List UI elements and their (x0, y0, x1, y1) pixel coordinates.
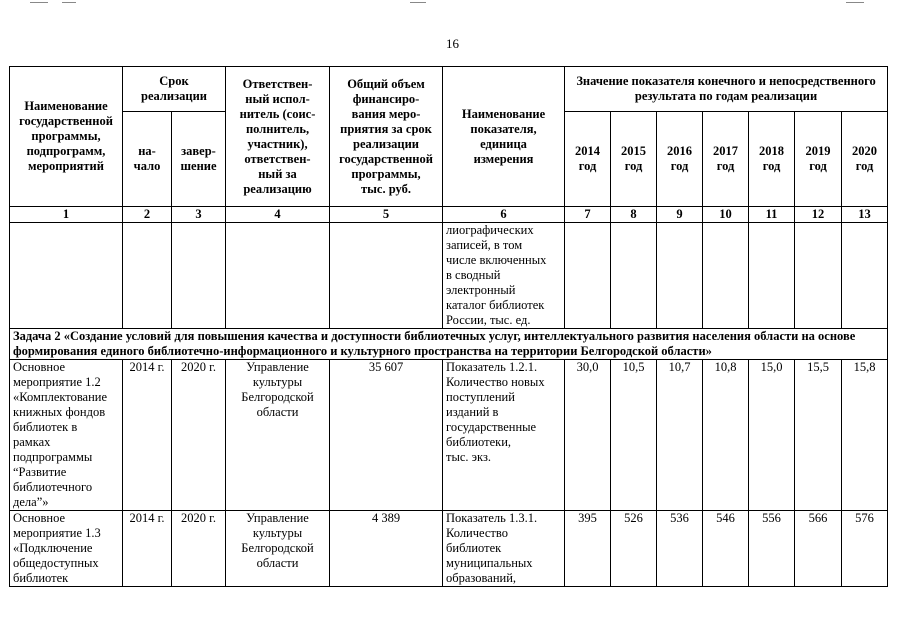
value-cell: 546 (703, 511, 749, 587)
term-end: 2020 г. (172, 360, 226, 511)
value-cell: 566 (795, 511, 842, 587)
header-term: Срок реализации (123, 67, 226, 112)
empty-cell (565, 223, 611, 329)
column-number: 12 (795, 207, 842, 223)
empty-cell (703, 223, 749, 329)
header-year: 2016 год (657, 112, 703, 207)
task-row (10, 329, 888, 360)
header-year: 2019 год (795, 112, 842, 207)
value-cell: 395 (565, 511, 611, 587)
value-cell: 15,8 (842, 360, 888, 511)
value-cell: 10,5 (611, 360, 657, 511)
funding-volume: 4 389 (330, 511, 443, 587)
page-number: 16 (446, 36, 459, 51)
funding-volume: 35 607 (330, 360, 443, 511)
indicator-cell: Показатель 1.3.1. Количество библиотек муниципальных образований, (443, 511, 565, 587)
indicator-cell: Показатель 1.2.1. Количество новых поступлений изданий в государственные библиотеки, тыс. экз. (443, 360, 565, 511)
header-indicator: Наименование показателя, единица измерения (443, 67, 565, 207)
header-responsible: Ответствен- ный испол- нитель (соис- полнитель, участник), ответствен- ный за реализацию (226, 67, 330, 207)
table-row (10, 511, 888, 587)
header-year: 2020 год (842, 112, 888, 207)
value-cell: 536 (657, 511, 703, 587)
responsible: Управление культуры Белгородской области (226, 511, 330, 587)
column-number: 4 (226, 207, 330, 223)
term-start: 2014 г. (123, 511, 172, 587)
empty-cell (123, 223, 172, 329)
empty-cell (842, 223, 888, 329)
empty-cell (795, 223, 842, 329)
header-year: 2014 год (565, 112, 611, 207)
responsible: Управление культуры Белгородской области (226, 360, 330, 511)
value-cell: 10,8 (703, 360, 749, 511)
value-cell: 526 (611, 511, 657, 587)
column-number: 11 (749, 207, 795, 223)
column-number: 9 (657, 207, 703, 223)
empty-cell (749, 223, 795, 329)
column-number: 3 (172, 207, 226, 223)
term-start: 2014 г. (123, 360, 172, 511)
value-cell: 30,0 (565, 360, 611, 511)
empty-cell (226, 223, 330, 329)
header-volume: Общий объем финансиро- вания меро- приятия за срок реализации государственной программы, тыс. руб. (330, 67, 443, 207)
task-2-title: Задача 2 «Создание условий для повышения качества и доступности библиотечных услуг, интеллектуального развития населения области на основе формирования единого библиотечно-информационного и культурного пространства на территории Белгородской области» (10, 329, 888, 360)
value-cell: 15,0 (749, 360, 795, 511)
header-values: Значение показателя конечного и непосредственного результата по годам реализации (565, 67, 888, 112)
column-number: 1 (10, 207, 123, 223)
empty-cell (172, 223, 226, 329)
value-cell: 556 (749, 511, 795, 587)
empty-cell (657, 223, 703, 329)
column-number: 5 (330, 207, 443, 223)
indicator-cell: лиографических записей, в том числе включенных в сводный электронный каталог библиотек России, тыс. ед. (443, 223, 565, 329)
table-row-continued (10, 223, 888, 329)
empty-cell (10, 223, 123, 329)
column-number: 2 (123, 207, 172, 223)
column-number: 8 (611, 207, 657, 223)
measure-name: Основное мероприятие 1.2 «Комплектование книжных фондов библиотек в рамках подпрограммы “Развитие библиотечного дела”» (10, 360, 123, 511)
column-numbers-row (10, 207, 888, 223)
empty-cell (330, 223, 443, 329)
value-cell: 15,5 (795, 360, 842, 511)
measure-name: Основное мероприятие 1.3 «Подключение общедоступных библиотек (10, 511, 123, 587)
header-year: 2017 год (703, 112, 749, 207)
table-row (10, 360, 888, 511)
header-year: 2015 год (611, 112, 657, 207)
value-cell: 10,7 (657, 360, 703, 511)
column-number: 6 (443, 207, 565, 223)
value-cell: 576 (842, 511, 888, 587)
top-scan-marks (0, 0, 905, 6)
header-row-main (10, 67, 888, 112)
empty-cell (611, 223, 657, 329)
header-name: Наименование государственной программы, подпрограмм, мероприятий (10, 67, 123, 207)
column-number: 7 (565, 207, 611, 223)
header-year: 2018 год (749, 112, 795, 207)
column-number: 13 (842, 207, 888, 223)
header-term-end: завер- шение (172, 112, 226, 207)
header-term-start: на- чало (123, 112, 172, 207)
column-number: 10 (703, 207, 749, 223)
term-end: 2020 г. (172, 511, 226, 587)
program-table (9, 66, 888, 587)
